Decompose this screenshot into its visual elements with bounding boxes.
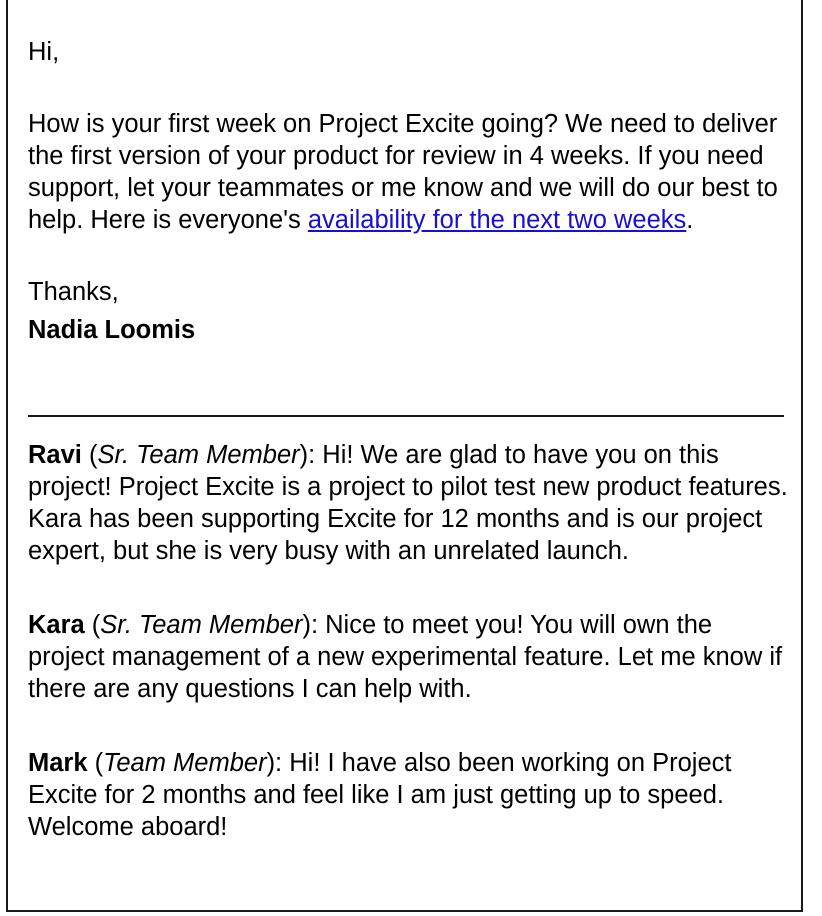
- reply-kara: Kara (Sr. Team Member): Nice to meet you! You will own the project management of a new experimental feature. Let me know if there are any questions I can help with.: [28, 611, 783, 703]
- email-greeting: Hi,: [28, 38, 60, 66]
- reply-message: Hi! We are glad to have you on this project! Project Excite is a project to pilot test new product features. Kara has been supporting Excite for 12 months and is our project expert, but she is very busy with an unrelated launch.: [28, 441, 788, 565]
- reply-mark: Mark (Team Member): Hi! I have also been working on Project Excite for 2 months and feel like I am just getting up to speed. Welcome aboard!: [28, 749, 732, 841]
- reply-author-role: Team Member: [103, 749, 267, 777]
- reply-author-name: Kara: [28, 611, 85, 639]
- email-intro: [28, 108, 788, 236]
- reply-author-role: Sr. Team Member: [100, 611, 303, 639]
- reply-author-name: Ravi: [28, 441, 82, 469]
- email-body: [28, 36, 788, 346]
- team-replies: [28, 439, 788, 843]
- reply-author-role: Sr. Team Member: [97, 441, 300, 469]
- reply-message: Nice to meet you! You will own the project management of a new experimental feature. Let me know if there are any questions I can help with.: [28, 611, 783, 703]
- reply-message: Hi! I have also been working on Project Excite for 2 months and feel like I am just getting up to speed. Welcome aboard!: [28, 749, 732, 841]
- email-intro-end: .: [686, 206, 694, 234]
- reply-ravi: Ravi (Sr. Team Member): Hi! We are glad to have you on this project! Project Excite is a project to pilot test new product features. Kara has been supporting Excite for 12 months and is our project expert, but she is very busy with an unrelated launch.: [28, 441, 788, 565]
- reply-author-name: Mark: [28, 749, 88, 777]
- email-intro-text: How is your first week on Project Excite going? We need to deliver the first version of your product for review in 4 weeks. If you need support, let your teammates or me know and we will do our best to help. Here is everyone's: [28, 110, 778, 234]
- section-divider: [28, 415, 784, 417]
- email-sender-name: Nadia Loomis: [28, 316, 196, 344]
- email-signoff: Thanks,: [28, 278, 119, 306]
- availability-link[interactable]: availability for the next two weeks: [307, 206, 687, 234]
